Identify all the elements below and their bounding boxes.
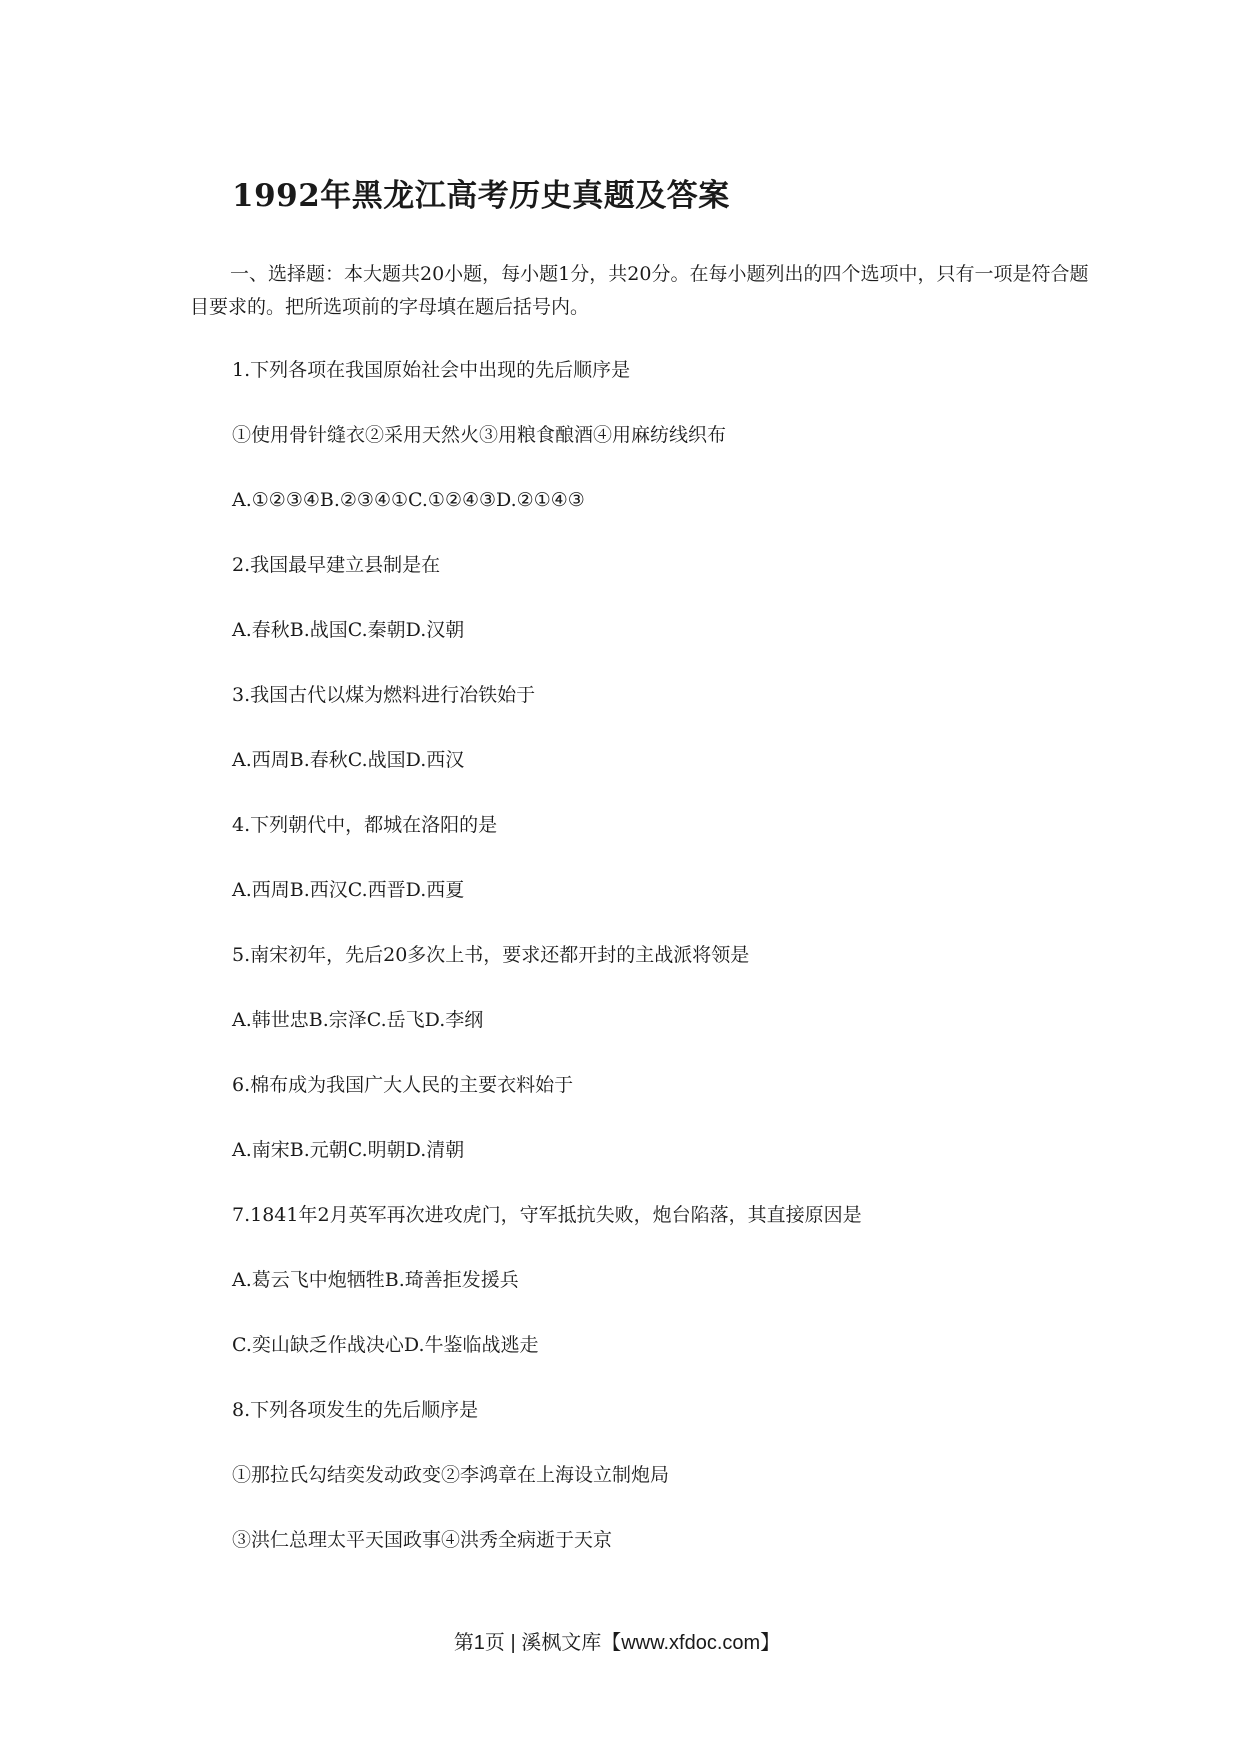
question-8: 8.下列各项发生的先后顺序是	[232, 1399, 479, 1421]
section-instructions: 一、选择题：本大题共20小题，每小题1分，共20分。在每小题列出的四个选项中，只有一项是符合题目要求的。把所选项前的字母填在题后括号内。	[190, 263, 1089, 318]
question-3-options: A.西周B.春秋C.战国D.西汉	[232, 749, 465, 771]
question-8-items-12: ①那拉氏勾结奕发动政变②李鸿章在上海设立制炮局	[232, 1464, 670, 1486]
document-title: 1992年黑龙江高考历史真题及答案	[232, 178, 730, 214]
question-4-options: A.西周B.西汉C.西晋D.西夏	[232, 879, 465, 901]
question-5: 5.南宋初年，先后20多次上书，要求还都开封的主战派将领是	[232, 944, 750, 966]
page-footer: 第1页 | 溪枫文库【www.xfdoc.com】	[453, 1632, 781, 1654]
question-7-options-cd: C.奕山缺乏作战决心D.牛鉴临战逃走	[232, 1334, 539, 1356]
question-2: 2.我国最早建立县制是在	[232, 554, 441, 576]
question-7: 7.1841年2月英军再次进攻虎门，守军抵抗失败，炮台陷落，其直接原因是	[232, 1204, 862, 1226]
question-6: 6.棉布成为我国广大人民的主要衣料始于	[232, 1074, 574, 1096]
question-3: 3.我国古代以煤为燃料进行冶铁始于	[232, 684, 536, 706]
question-4: 4.下列朝代中，都城在洛阳的是	[232, 814, 498, 836]
question-1-items: ①使用骨针缝衣②采用天然火③用粮食酿酒④用麻纺线织布	[232, 424, 727, 446]
question-6-options: A.南宋B.元朝C.明朝D.清朝	[232, 1139, 465, 1161]
question-1-options: A.①②③④B.②③④①C.①②④③D.②①④③	[232, 489, 585, 511]
question-8-items-34: ③洪仁总理太平天国政事④洪秀全病逝于天京	[232, 1529, 613, 1551]
question-5-options: A.韩世忠B.宗泽C.岳飞D.李纲	[232, 1009, 484, 1031]
question-1: 1.下列各项在我国原始社会中出现的先后顺序是	[232, 359, 631, 381]
question-7-options-ab: A.葛云飞中炮牺牲B.琦善拒发援兵	[232, 1269, 519, 1291]
question-2-options: A.春秋B.战国C.秦朝D.汉朝	[232, 619, 465, 641]
